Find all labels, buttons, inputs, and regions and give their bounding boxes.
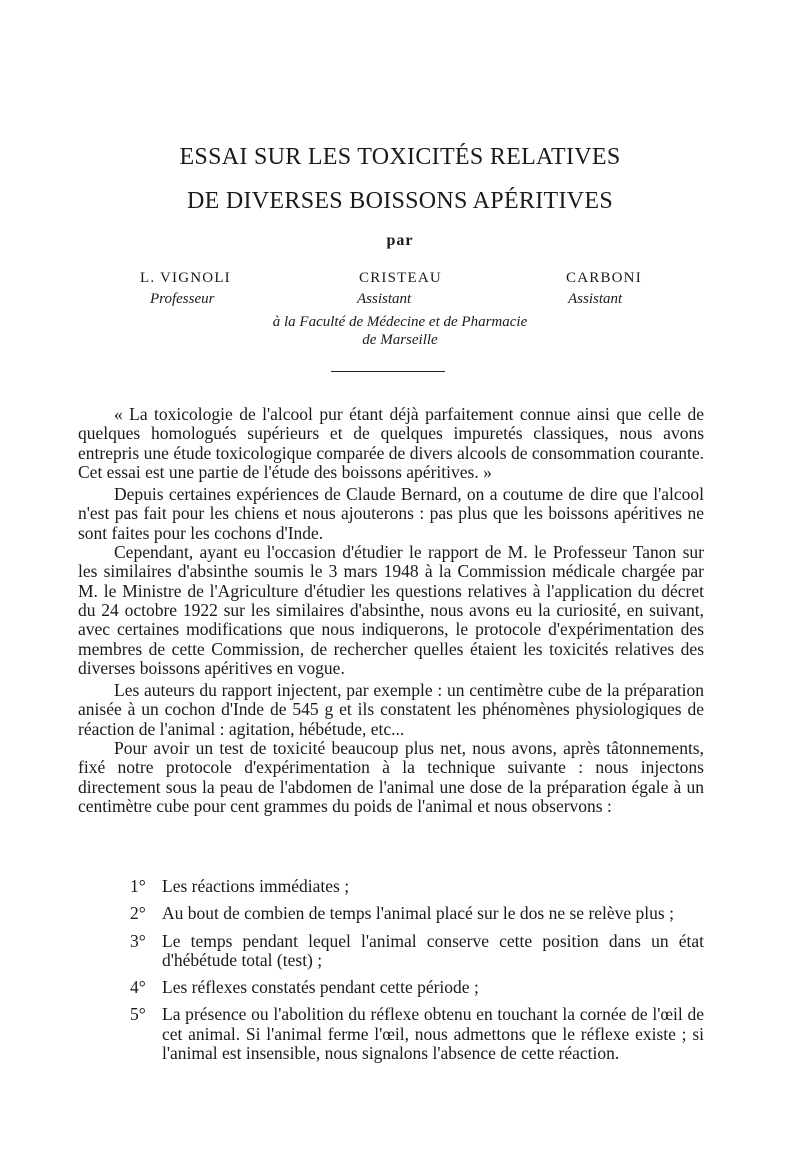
list-item-text: Le temps pendant lequel l'animal conserve cette position dans un état d'hébétude total (test) ; bbox=[162, 930, 704, 970]
author-name-1: L. VIGNOLI bbox=[140, 270, 231, 286]
byline: par bbox=[386, 232, 414, 249]
paragraph-auteurs-rapport: Les auteurs du rapport injectent, par exemple : un centimètre cube de la préparation anisée à un cochon d'Inde de 545 g et ils constatent les phénomènes physiologiques de réaction de l'animal : agitation, hébétude, etc... bbox=[78, 680, 704, 739]
paragraph-claude-bernard: Depuis certaines expériences de Claude Bernard, on a coutume de dire que l'alcool n'est pas fait pour les chiens et nous ajouterons : pas plus que les boissons apéritives ne sont faites pour les cochons d'Inde. bbox=[78, 484, 704, 543]
article-body bbox=[78, 405, 704, 816]
list-item bbox=[78, 1005, 704, 1063]
paragraph-protocole: Pour avoir un test de toxicité beaucoup plus net, nous avons, après tâtonnements, fixé notre protocole d'expérimentation à la technique suivante : nous injectons directement sous la peau de l'abdomen de l'animal une dose de la préparation égale à un centimètre cube pour cent grammes du poids de l'animal et nous observons : bbox=[78, 738, 704, 816]
list-item-number: 2° bbox=[130, 903, 146, 924]
list-item-text: Au bout de combien de temps l'animal placé sur le dos ne se relève plus ; bbox=[162, 903, 674, 924]
list-item bbox=[78, 904, 704, 923]
article-title-line-1: ESSAI SUR LES TOXICITÉS RELATIVES bbox=[179, 144, 621, 170]
list-item-text: Les réactions immédiates ; bbox=[162, 876, 350, 896]
list-item bbox=[78, 932, 704, 971]
author-name-3: CARBONI bbox=[566, 270, 642, 286]
list-item bbox=[78, 877, 704, 896]
list-item-number: 5° bbox=[130, 1004, 146, 1025]
observation-list bbox=[78, 877, 704, 1071]
separator-rule bbox=[331, 371, 445, 372]
list-item-number: 3° bbox=[130, 930, 146, 951]
list-item-number: 4° bbox=[130, 977, 146, 998]
paragraph-rapport-tanon: Cependant, ayant eu l'occasion d'étudier le rapport de M. le Professeur Tanon sur les similaires d'absinthe soumis le 3 mars 1948 à la Commission médicale chargée par M. le Ministre de l'Agriculture d'étudier les questions relatives à l'application du décret du 24 octobre 1922 sur les similaires d'absinthe, nous avons eu la curiosité, en suivant, avec certaines modifications que nous indiquerons, le protocole d'expérimentation des membres de cette Commission, de rechercher quelles étaient les toxicités relatives des diverses boissons apéritives en vogue. bbox=[78, 542, 704, 678]
list-item bbox=[78, 978, 704, 997]
article-title-line-2: DE DIVERSES BOISSONS APÉRITIVES bbox=[186, 188, 614, 214]
author-role-2: Assistant bbox=[357, 291, 412, 307]
author-name-2: CRISTEAU bbox=[359, 270, 442, 286]
affiliation-line-1: à la Faculté de Médecine et de Pharmacie bbox=[272, 314, 528, 330]
affiliation-line-2: de Marseille bbox=[362, 332, 438, 348]
list-item-text: Les réflexes constatés pendant cette période ; bbox=[162, 977, 479, 998]
list-item-number: 1° bbox=[130, 876, 146, 896]
author-role-3: Assistant bbox=[568, 291, 623, 307]
author-role-1: Professeur bbox=[150, 291, 215, 307]
list-item-text: La présence ou l'abolition du réflexe obtenu en touchant la cornée de l'œil de cet animal. Si l'animal ferme l'œil, nous admettons que le réflexe existe ; si l'animal est insensible, nous signalons l'absence de cette réaction. bbox=[162, 1004, 704, 1064]
paragraph-intro-quote: « La toxicologie de l'alcool pur étant déjà parfaitement connue ainsi que celle de quelques homologués supérieurs et de quelques impuretés classiques, nous avons entrepris une étude toxicologique comparée de divers alcools de consommation courante. Cet essai est une partie de l'étude des boissons apéritives. » bbox=[78, 404, 704, 482]
